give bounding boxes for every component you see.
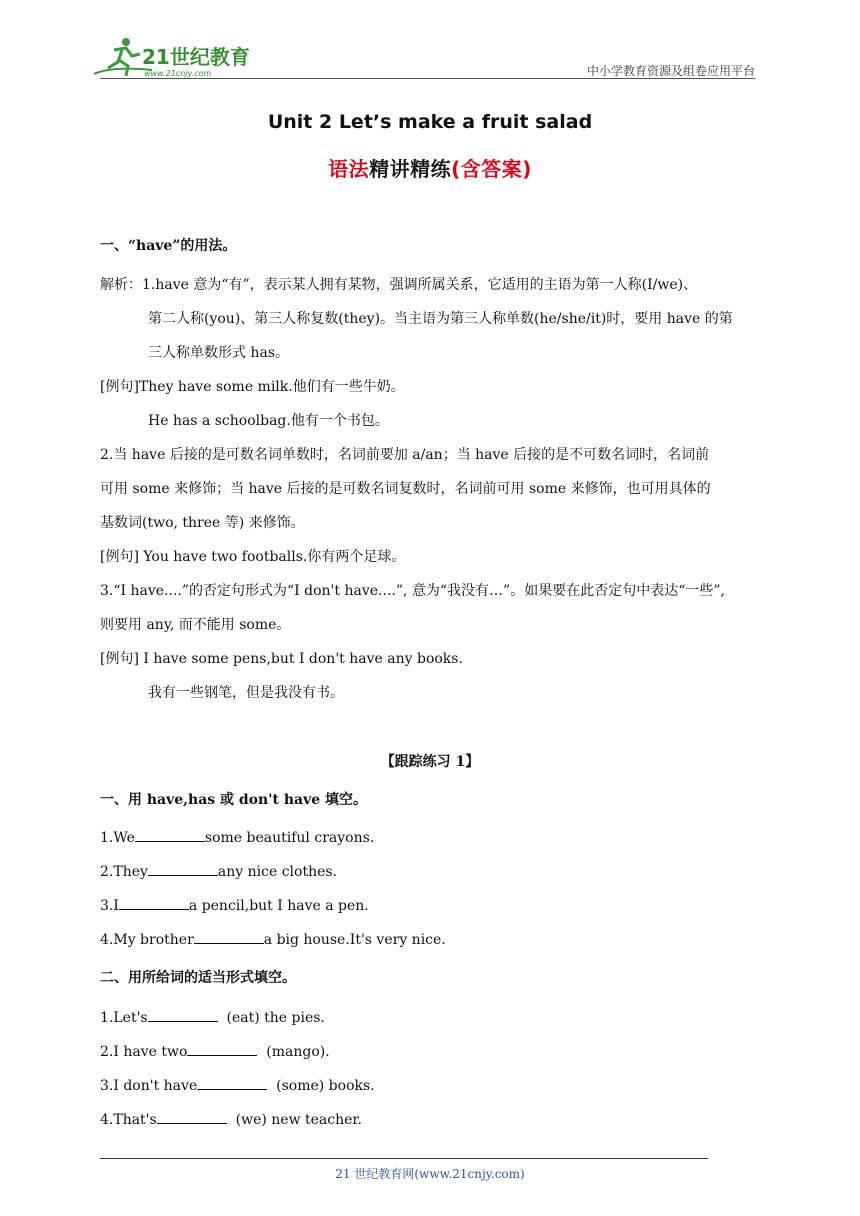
practice1-item-1 (100, 829, 374, 847)
section1-para2-line2: 可用 some 来修饰；当 have 后接的是可数名词复数时，名词前可用 some 来修饰，也可用具体的 (100, 481, 711, 497)
item-text-after: any nice clothes. (217, 864, 338, 880)
footer-link[interactable]: 21 世纪教育网(www.21cnjy.com) (335, 1167, 525, 1181)
logo-text: 21世纪教育 (142, 45, 250, 69)
item-text-before: 3.I (100, 898, 119, 914)
answer-blank[interactable] (157, 1111, 227, 1124)
practice1-item-3 (100, 897, 369, 915)
answer-blank[interactable] (148, 1009, 218, 1022)
section1-para1-line3: 三人称单数形式 has。 (148, 345, 289, 361)
page-subtitle (0, 153, 860, 182)
answer-blank[interactable] (197, 1077, 267, 1090)
practice2-item-3 (100, 1077, 375, 1095)
practice2-item-2 (100, 1043, 330, 1061)
example1-line1: [例句]They have some milk.他们有一些牛奶。 (100, 379, 405, 395)
practice2-item-4 (100, 1111, 362, 1129)
practice2-item-1 (100, 1009, 325, 1027)
section1-para3-line1: 3.“I have....”的否定句形式为“I don't have....”, 意为“我没有…”。如果要在此否定句中表达“一些”, (100, 583, 725, 599)
answer-blank[interactable] (194, 931, 264, 944)
item-text-before: 2.I have two (100, 1044, 188, 1060)
item-text-after: (we) new teacher. (226, 1112, 363, 1128)
item-text-before: 4.My brother (100, 932, 194, 948)
practice1-item-4 (100, 931, 446, 949)
example2-line1: [例句] You have two footballs.你有两个足球。 (100, 549, 406, 565)
subtitle-part-lecture: 精讲精练 (369, 157, 452, 181)
footer-divider (100, 1158, 708, 1159)
page-title: Unit 2 Let’s make a fruit salad (267, 111, 593, 133)
practice-part2-heading: 二、用所给词的适当形式填空。 (100, 970, 296, 986)
section1-para1-line1: 解析：1.have 意为“有”，表示某人拥有某物，强调所属关系，它适用的主语为第一人称(I/we)、 (100, 277, 698, 293)
section1-para2-line3: 基数词(two, three 等) 来修饰。 (100, 515, 305, 531)
answer-blank[interactable] (148, 863, 218, 876)
item-text-before: 1.We (100, 830, 135, 846)
item-text-after: (some) books. (267, 1078, 375, 1094)
practice1-item-2 (100, 863, 337, 881)
item-text-after: (mango). (257, 1044, 330, 1060)
site-logo (92, 36, 262, 80)
example1-line2: He has a schoolbag.他有一个书包。 (148, 413, 389, 429)
practice-part1-heading: 一、用 have,has 或 don't have 填空。 (100, 792, 368, 808)
logo-url: www.21cnjy.com (144, 69, 212, 78)
item-text-before: 3.I don't have (100, 1078, 198, 1094)
section1-para2-line1: 2.当 have 后接的是可数名词单数时，名词前要加 a/an；当 have 后接的是不可数名词时，名词前 (100, 447, 710, 463)
section1-para1-line2: 第二人称(you)、第三人称复数(they)。当主语为第三人称单数(he/she/it)时，要用 have 的第 (148, 311, 733, 327)
answer-blank[interactable] (187, 1043, 257, 1056)
item-text-after: a big house.It's very nice. (263, 932, 446, 948)
item-text-after: a pencil,but I have a pen. (188, 898, 369, 914)
answer-blank[interactable] (119, 897, 189, 910)
example3-line1: [例句] I have some pens,but I don't have any books. (100, 651, 463, 667)
item-text-before: 2.They (100, 864, 148, 880)
item-text-after: (eat) the pies. (217, 1010, 325, 1026)
item-text-after: some beautiful crayons. (204, 830, 375, 846)
example3-line2: 我有一些钢笔，但是我没有书。 (148, 685, 344, 701)
section1-para3-line2: 则要用 any, 而不能用 some。 (100, 617, 291, 633)
section1-heading: 一、“have”的用法。 (100, 238, 237, 254)
subtitle-part-answers: (含答案) (451, 157, 532, 181)
item-text-before: 1.Let's (100, 1010, 148, 1026)
answer-blank[interactable] (135, 829, 205, 842)
item-text-before: 4.That's (100, 1112, 157, 1128)
header-divider (100, 78, 755, 79)
practice-title: 【跟踪练习 1】 (380, 754, 480, 770)
subtitle-part-grammar: 语法 (328, 157, 370, 181)
header-platform-name: 中小学教育资源及组卷应用平台 (586, 64, 755, 78)
